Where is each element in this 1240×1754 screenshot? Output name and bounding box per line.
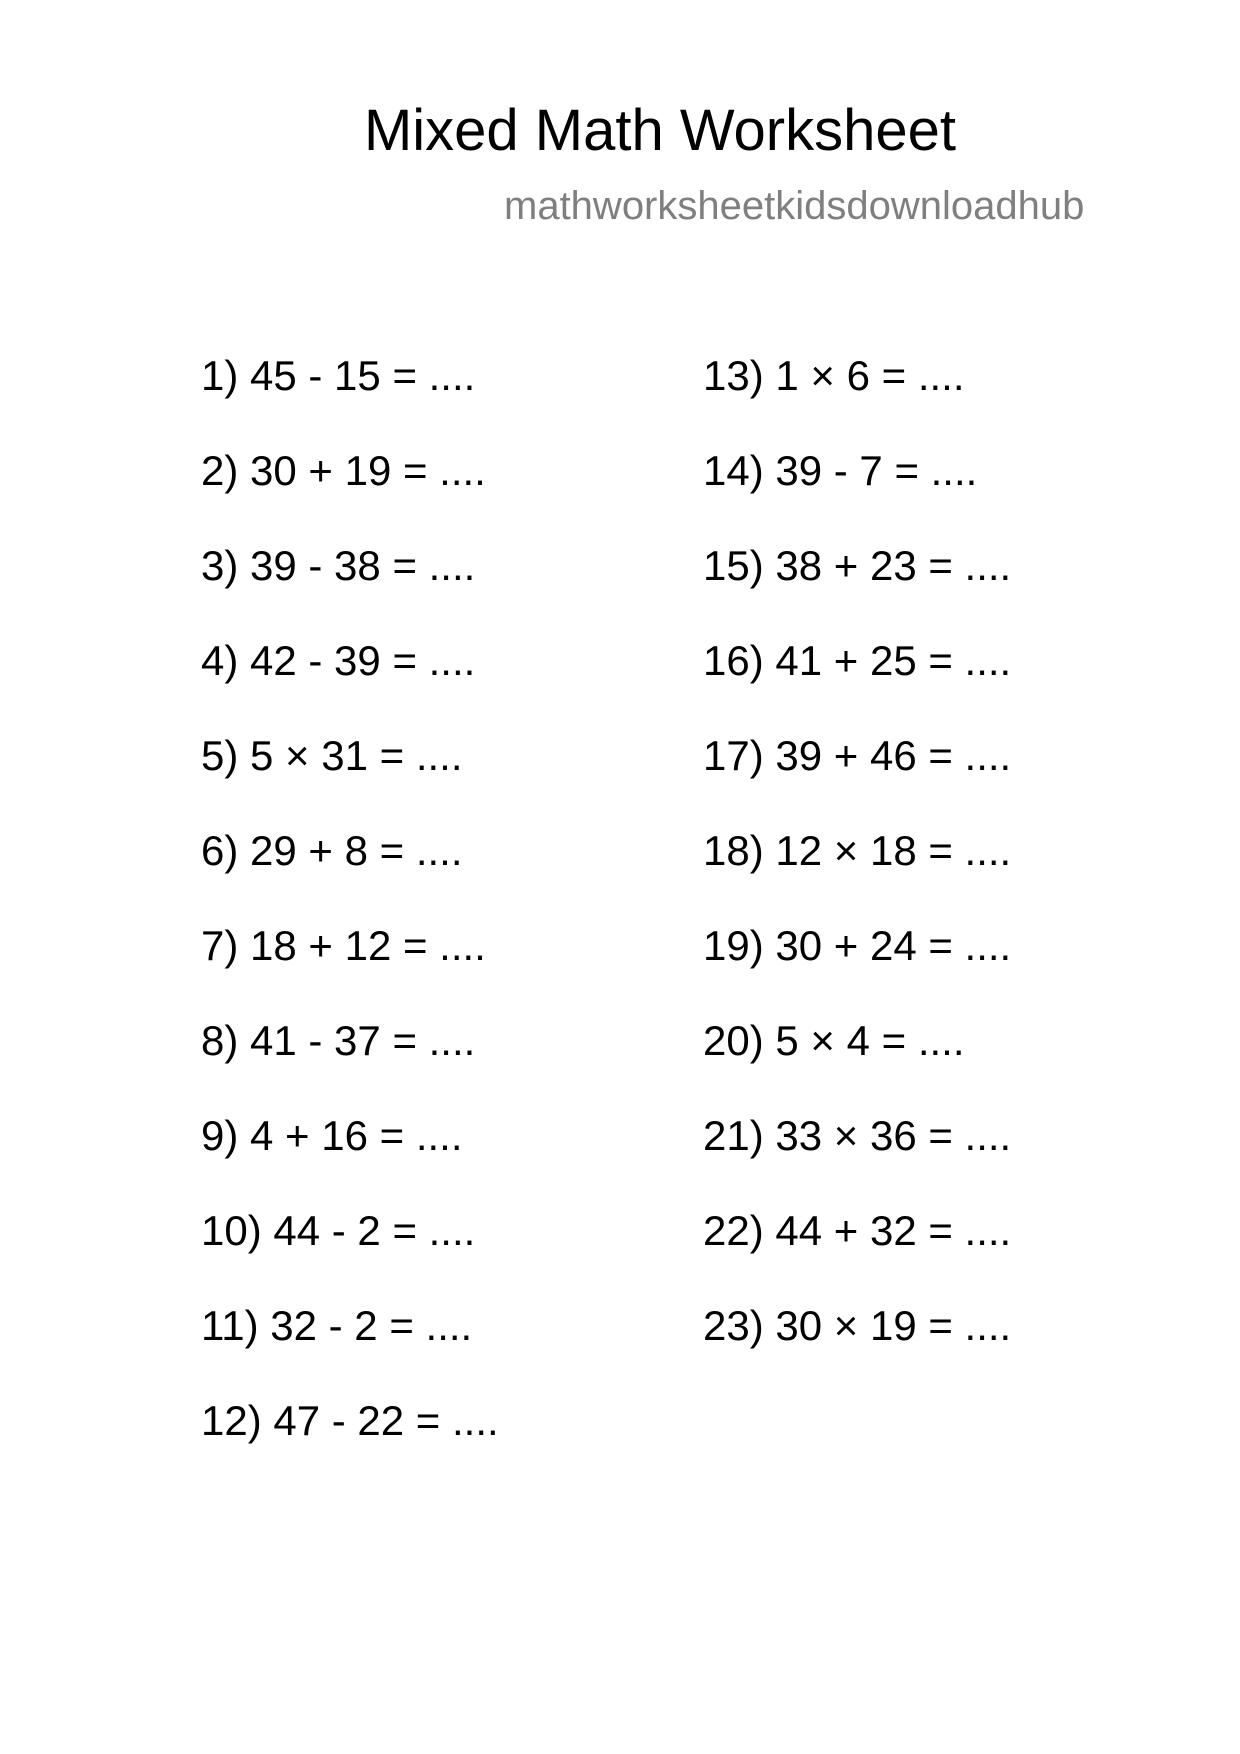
problem-item: 18) 12 × 18 = .... [703, 827, 1012, 874]
problem-item: 17) 39 + 46 = .... [703, 732, 1012, 779]
problem-item: 11) 32 - 2 = .... [201, 1302, 473, 1349]
problem-item: 13) 1 × 6 = .... [703, 352, 965, 399]
problem-item: 9) 4 + 16 = .... [201, 1112, 463, 1159]
problem-item: 3) 39 - 38 = .... [201, 542, 476, 589]
problem-column-left [201, 348, 499, 1488]
problem-item: 5) 5 × 31 = .... [201, 732, 463, 779]
problem-item: 1) 45 - 15 = .... [201, 352, 476, 399]
problem-item: 7) 18 + 12 = .... [201, 922, 486, 969]
worksheet-subtitle: mathworksheetkidsdownloadhub [504, 184, 1085, 228]
problem-item: 20) 5 × 4 = .... [703, 1017, 965, 1064]
problem-item: 2) 30 + 19 = .... [201, 447, 486, 494]
worksheet-title: Mixed Math Worksheet [363, 98, 957, 163]
problem-item: 16) 41 + 25 = .... [703, 637, 1012, 684]
problem-item: 6) 29 + 8 = .... [201, 827, 463, 874]
problem-item: 4) 42 - 39 = .... [201, 637, 476, 684]
problem-item: 19) 30 + 24 = .... [703, 922, 1012, 969]
problem-item: 8) 41 - 37 = .... [201, 1017, 476, 1064]
problem-item: 22) 44 + 32 = .... [703, 1207, 1012, 1254]
problem-item: 23) 30 × 19 = .... [703, 1302, 1012, 1349]
problem-item: 21) 33 × 36 = .... [703, 1112, 1012, 1159]
problem-item: 12) 47 - 22 = .... [201, 1397, 499, 1444]
problem-item: 14) 39 - 7 = .... [703, 447, 978, 494]
problem-item: 15) 38 + 23 = .... [703, 542, 1012, 589]
problem-column-right [703, 348, 1011, 1393]
problem-item: 10) 44 - 2 = .... [201, 1207, 476, 1254]
